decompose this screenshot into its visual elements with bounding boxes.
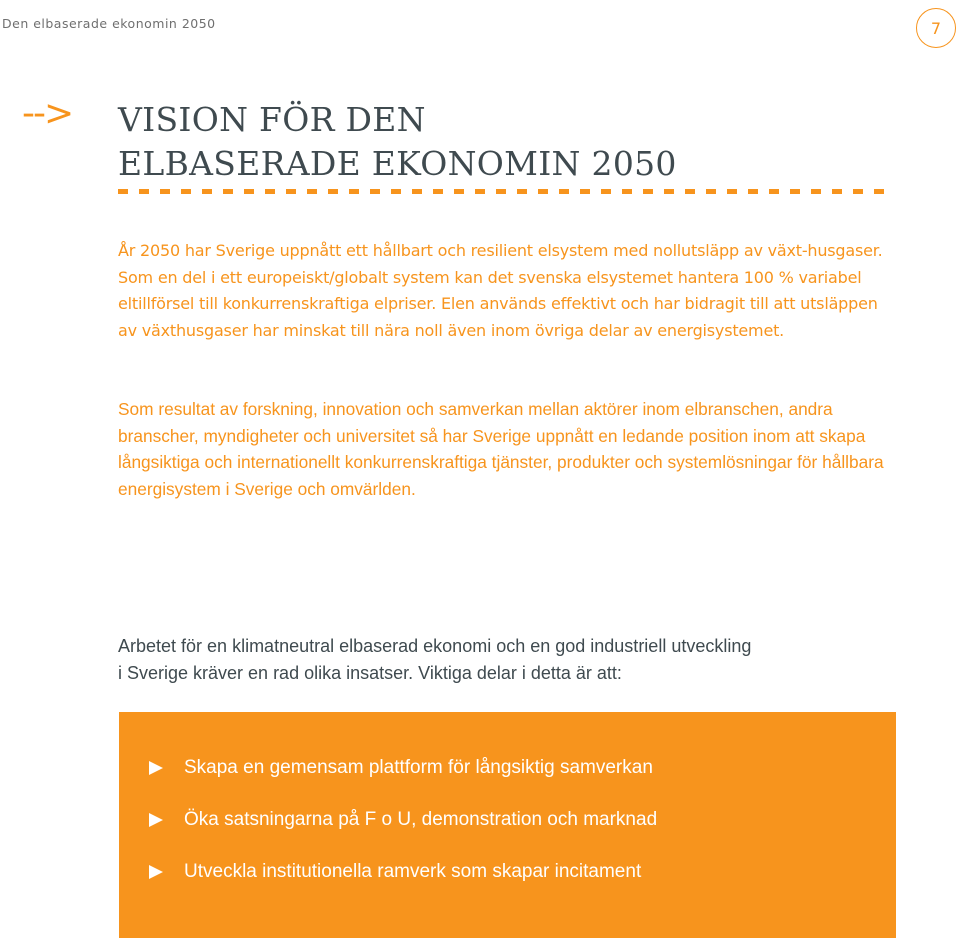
action-item-label: Skapa en gemensam plattform för långsiktig samverkan (184, 757, 653, 778)
page-number-badge (916, 8, 956, 48)
title-line-2: ELBASERADE EKONOMIN 2050 (118, 144, 677, 183)
action-item (149, 809, 657, 831)
action-item (149, 861, 641, 883)
running-header: Den elbaserade ekonomin 2050 (2, 16, 216, 31)
page-title (118, 98, 677, 186)
section-arrow: --> (22, 93, 73, 134)
title-dashed-rule (118, 189, 894, 194)
action-item-label: Öka satsningarna på F o U, demonstration och marknad (184, 809, 658, 830)
triangle-bullet-icon (149, 865, 163, 879)
page-number: 7 (930, 18, 942, 38)
title-line-1: VISION FÖR DEN (118, 100, 426, 139)
action-item-label: Utveckla institutionella ramverk som skapar incitament (184, 861, 642, 882)
vision-paragraph-2: Som resultat av forskning, innovation och samverkan mellan aktörer inom elbranschen, andra branscher, myndigheter och universitet så har Sverige uppnått en ledande position inom att skapa långsiktiga och internationellt konkurrenskraftiga tjänster, produkter och systemlösningar för hållbara energisystem i Sverige och omvärlden. (118, 399, 884, 499)
triangle-bullet-icon (149, 761, 163, 775)
intro-text (118, 633, 838, 687)
action-item (149, 757, 653, 779)
intro-line-2: i Sverige kräver en rad olika insatser. Viktiga delar i detta är att: (118, 663, 622, 683)
triangle-bullet-icon (149, 813, 163, 827)
intro-line-1: Arbetet för en klimatneutral elbaserad ekonomi och en god industriell utveckling (118, 636, 752, 656)
action-box (119, 712, 896, 938)
vision-paragraph-1: År 2050 har Sverige uppnått ett hållbart och resilient elsystem med nollutsläpp av växt-husgaser. Som en del i ett europeiskt/globalt system kan det svenska elsystemet hantera 100 % variabel eltillförsel till konkurrenskraftiga elpriser. Elen används effektivt och har bidragit till att utsläppen av växthusgaser har minskat till nära noll även inom övriga delar av energisystemet. (118, 241, 883, 340)
